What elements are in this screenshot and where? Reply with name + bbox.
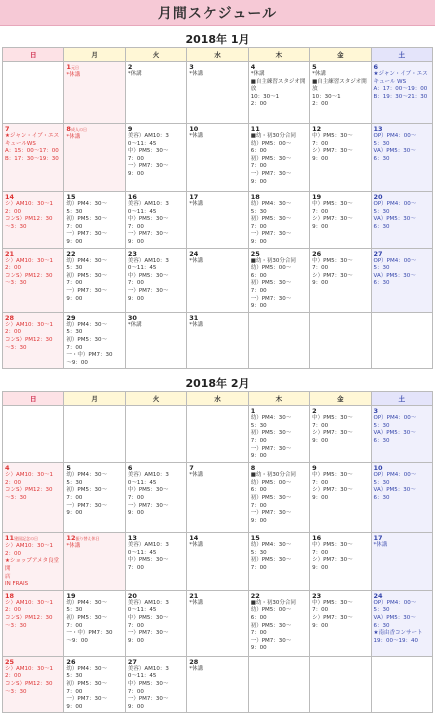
- day-events: OP）PM4：00〜 5：30 VA）PM5：30〜 6：30: [373, 201, 417, 230]
- day-events: *休講: [189, 542, 204, 549]
- day-number: [128, 250, 184, 258]
- day-events: *休講: [127, 321, 142, 328]
- day-events: 美容）AM10：3 0〜11：45 中）PM5：30〜 7：00: [127, 542, 169, 572]
- day-number: [66, 125, 122, 134]
- weekday-fri: 金: [310, 392, 371, 406]
- day-events: 美容）AM10：3 0〜11：45 中）PM5：30〜 7：00 一）PM7：30〜 9：00: [127, 472, 169, 517]
- day-number: [189, 125, 245, 133]
- day-number-text: 12: [312, 125, 322, 133]
- calendar-empty-cell: [248, 312, 309, 369]
- calendar-day-cell: [125, 463, 186, 533]
- day-number: [312, 193, 368, 201]
- calendar-day-cell: [125, 248, 186, 312]
- day-number: [189, 592, 245, 600]
- weekday-tue: 火: [125, 48, 186, 62]
- calendar-day-cell: [125, 62, 186, 124]
- day-events: *休講: [189, 257, 204, 264]
- calendar-day-cell: [248, 248, 309, 312]
- day-events: 美容）AM10：3 0〜11：45 中）PM5：30〜 7：00 一）PM7：30〜 9：00: [127, 599, 169, 644]
- day-number: [128, 658, 184, 666]
- day-number-text: 28: [5, 313, 15, 322]
- weekday-wed: 水: [187, 392, 248, 406]
- calendar-day-cell: [125, 312, 186, 369]
- day-number-text: 10: [373, 464, 383, 473]
- day-number: [66, 63, 122, 72]
- calendar-day-cell: [187, 312, 248, 369]
- page-header: [0, 0, 435, 26]
- calendar-day-cell: [64, 312, 125, 369]
- day-number: [5, 125, 61, 133]
- calendar-week-row: [3, 312, 433, 369]
- calendar-day-cell: [187, 192, 248, 249]
- day-events: ■幼・初30分合同 幼）PM5：00〜 6：00 初）PM5：30〜 7：00 一）PM7：30〜 9：00: [250, 133, 296, 185]
- weekday-sat: 土: [371, 48, 432, 62]
- weekday-header-row: [3, 48, 433, 62]
- day-number-text: 14: [189, 534, 199, 543]
- day-number-text: 15: [66, 193, 76, 201]
- day-number: [5, 658, 61, 666]
- calendar-day-cell: [371, 62, 432, 124]
- month-title-jan: 2018年 1月: [185, 33, 250, 46]
- calendar-day-cell: [248, 406, 309, 463]
- calendar-empty-cell: [3, 406, 64, 463]
- day-number-text: 22: [66, 249, 76, 258]
- calendar-day-cell: [248, 124, 309, 192]
- day-number-text: 25: [5, 657, 15, 666]
- day-number: [189, 314, 245, 322]
- day-events: *休講: [189, 665, 204, 672]
- calendar-day-cell: [187, 656, 248, 713]
- calendar-day-cell: [371, 463, 432, 533]
- day-number: [374, 592, 430, 600]
- weekday-header-row: [3, 392, 433, 406]
- day-number-text: 5: [66, 464, 71, 473]
- day-number-text: 20: [373, 193, 383, 201]
- day-events: 幼）PM4：30〜 5：30 初）PM5：30〜 7：00 一）PM7：30〜 9：00: [66, 665, 107, 710]
- day-number: [128, 63, 184, 71]
- calendar-day-cell: [64, 62, 125, 124]
- calendar-week-row: [3, 463, 433, 533]
- day-events: *休講: [189, 133, 204, 139]
- day-events: *休講: [189, 599, 204, 606]
- day-number-text: 3: [373, 407, 379, 416]
- day-number-text: 7: [5, 125, 10, 133]
- day-number-text: 21: [189, 591, 199, 600]
- day-events: 中）PM5：30〜 7：00 シ）PM7：30〜 9：00: [312, 599, 353, 629]
- calendar-day-cell: [64, 533, 125, 591]
- day-number-text: 15: [250, 534, 260, 543]
- day-events: *休講: [189, 472, 204, 479]
- day-number: [128, 125, 184, 133]
- day-number: [66, 250, 122, 258]
- calendar-week-row: [3, 192, 433, 249]
- day-events: OP）PM4：00〜 5：30 VA）PM5：30〜 6：30: [373, 415, 417, 445]
- calendar-jan: [2, 47, 433, 369]
- day-events: 美容）AM10：3 0〜11：45 中）PM5：30〜 7：00 一）PM7：30〜 9：00: [127, 133, 169, 177]
- day-number: [5, 250, 61, 258]
- day-number: [5, 314, 61, 322]
- weekday-mon: 月: [64, 392, 125, 406]
- day-number-text: 29: [66, 313, 76, 322]
- calendar-day-cell: [3, 124, 64, 192]
- day-number-text: 18: [250, 193, 260, 201]
- day-number: [189, 193, 245, 201]
- day-events: 美容）AM10：3 0〜11：45 中）PM5：30〜 7：00 一）PM7：30〜 9：00: [127, 201, 169, 245]
- day-events: 中）PM5：30〜 7：00 シ）PM7：30〜 9：00: [312, 542, 353, 572]
- day-events: 幼）PM4：30〜 5：30 初）PM5：30〜 7：00 一）PM7：30〜 9：00: [66, 472, 107, 517]
- calendar-day-cell: [187, 590, 248, 656]
- day-number-text: 25: [250, 249, 260, 258]
- day-events: 幼）PM4：30〜 5：30 初）PM5：30〜 7：00: [250, 542, 292, 572]
- day-number: [312, 125, 368, 133]
- calendar-day-cell: [64, 590, 125, 656]
- calendar-feb: [2, 391, 433, 713]
- day-number: [189, 63, 245, 71]
- weekday-sat: 土: [371, 392, 432, 406]
- calendar-day-cell: [64, 656, 125, 713]
- day-number-text: 2: [312, 407, 317, 416]
- day-number-text: 6: [127, 464, 133, 473]
- calendar-week-row: [3, 406, 433, 463]
- day-events: OP）PM4：00〜 5：30 VA）PM5：30〜 6：30 ★南由香コンサート 19：00〜19：40: [373, 599, 423, 644]
- day-number-text: 19: [312, 193, 322, 201]
- day-number: [5, 534, 61, 543]
- holiday-name: 元日: [70, 65, 79, 70]
- day-events: 美容）AM10：3 0〜11：45 中）PM5：30〜 7：00 一）PM7：30〜 9：00: [127, 257, 169, 302]
- day-number-text: 19: [66, 591, 76, 600]
- day-number-text: 26: [66, 657, 76, 666]
- calendar-day-cell: [310, 533, 371, 591]
- day-number-text: 22: [250, 591, 260, 600]
- day-events: 幼）PM4：30〜 5：30 初）PM5：30〜 7：00 一）PM7：30〜 9：00: [250, 415, 292, 460]
- day-events: 幼）PM4：30〜 5：30 初）PM5：30〜 7：00 一・中）PM7：30 〜9：00: [66, 321, 113, 366]
- day-events: 幼）PM4：30〜 5：30 初）PM5：30〜 7：00 一・中）PM7：30 〜9：00: [66, 599, 113, 644]
- day-events: OP）PM4：00〜 5：30 VA）PM5：30〜 6：30: [373, 257, 417, 287]
- day-number: [374, 125, 430, 133]
- day-events: 中）PM5：30〜 7：00 シ）PM7：30〜 9：00: [312, 472, 353, 502]
- day-events: OP）PM4：00〜 5：30 VA）PM5：30〜 6：30: [373, 133, 417, 162]
- day-number: [128, 592, 184, 600]
- calendar-day-cell: [64, 248, 125, 312]
- day-number-text: 26: [312, 249, 322, 258]
- day-number-text: 5: [312, 63, 317, 71]
- weekday-mon: 月: [64, 48, 125, 62]
- day-events: OP）PM4：00〜 5：30 VA）PM5：30〜 6：30: [373, 472, 417, 502]
- weekday-sun: 日: [3, 48, 64, 62]
- day-number: [312, 63, 368, 71]
- day-number-text: 16: [312, 534, 322, 543]
- calendar-day-cell: [187, 463, 248, 533]
- weekday-wed: 水: [187, 48, 248, 62]
- day-number: [312, 250, 368, 258]
- calendar-empty-cell: [371, 312, 432, 369]
- calendar-empty-cell: [371, 656, 432, 713]
- day-events: *休講: [66, 543, 81, 550]
- calendar-day-cell: [187, 124, 248, 192]
- day-events: シ）AM10：30〜1 2：00 コンS）PM12：30 〜3：30: [5, 321, 54, 351]
- calendar-day-cell: [64, 192, 125, 249]
- day-events: シ）AM10：30〜1 2：00 コンS）PM12：30 〜3：30: [5, 472, 54, 502]
- calendar-day-cell: [310, 463, 371, 533]
- calendar-empty-cell: [248, 656, 309, 713]
- calendar-day-cell: [310, 248, 371, 312]
- day-number: [251, 592, 307, 600]
- day-number: [374, 250, 430, 258]
- day-events: *休講: [66, 72, 81, 78]
- day-number: [251, 63, 307, 71]
- day-number: [251, 250, 307, 258]
- weekday-tue: 火: [125, 392, 186, 406]
- calendar-day-cell: [248, 590, 309, 656]
- day-number-text: 6: [373, 63, 379, 71]
- calendar-day-cell: [371, 533, 432, 591]
- day-events: ■幼・初30分合同 幼）PM5：00〜 6：00 初）PM5：30〜 7：00 一）PM7：30〜 9：00: [250, 599, 296, 652]
- holiday-name: 成人の日: [70, 127, 87, 132]
- day-events: 幼）PM4：30〜 5：30 初）PM5：30〜 7：00 一）PM7：30〜 9：00: [250, 201, 292, 245]
- calendar-week-row: [3, 124, 433, 192]
- day-events: ★ジャン・イブ・エスキュール WS A：17：00〜19：00 B：19：30〜21：30: [373, 71, 428, 100]
- day-number: [5, 592, 61, 600]
- calendar-day-cell: [248, 533, 309, 591]
- calendar-day-cell: [187, 248, 248, 312]
- day-number-text: 13: [127, 534, 137, 543]
- calendar-empty-cell: [310, 656, 371, 713]
- day-number-text: 9: [127, 125, 133, 133]
- calendar-day-cell: [371, 192, 432, 249]
- calendar-day-cell: [310, 192, 371, 249]
- holiday-name: 建国記念の日: [14, 536, 39, 542]
- day-number-text: 9: [312, 464, 317, 473]
- calendar-day-cell: [187, 62, 248, 124]
- calendar-day-cell: [248, 463, 309, 533]
- day-events: *休講 ■自主練習スタジオ開放 10：30〜1 2：00: [312, 71, 367, 108]
- weekday-thu: 木: [248, 48, 309, 62]
- weekday-sun: 日: [3, 392, 64, 406]
- day-number: [5, 193, 61, 201]
- calendar-day-cell: [3, 533, 64, 591]
- calendar-day-cell: [371, 124, 432, 192]
- calendar-day-cell: [125, 656, 186, 713]
- day-events: ■幼・初30分合同 幼）PM5：00〜 6：00 初）PM5：30〜 7：00 一）PM7：30〜 9：00: [250, 472, 296, 524]
- calendar-empty-cell: [3, 62, 64, 124]
- calendar-day-cell: [371, 406, 432, 463]
- day-events: *休講: [127, 71, 142, 77]
- day-number-text: 12: [66, 534, 76, 543]
- calendar-day-cell: [371, 248, 432, 312]
- page-title: 月間スケジュール: [157, 5, 278, 22]
- day-events: ★ジャン・イブ・エスキュールWS A：15：00〜17：00 B：17：30〜19：30: [5, 133, 60, 162]
- calendar-day-cell: [3, 590, 64, 656]
- day-events: *休講 ■自主練習スタジオ開放 10：30〜1 2：00: [250, 71, 306, 108]
- day-number-text: 21: [5, 249, 15, 258]
- day-events: *休講: [189, 71, 204, 77]
- day-number-text: 11: [250, 125, 260, 133]
- day-number-text: 27: [373, 249, 383, 258]
- day-number-text: 17: [189, 193, 199, 201]
- weekday-thu: 木: [248, 392, 309, 406]
- calendar-day-cell: [3, 248, 64, 312]
- day-events: *休講: [189, 321, 204, 328]
- day-number: [66, 658, 122, 666]
- day-number-text: 4: [5, 464, 10, 473]
- day-number-text: 11: [5, 534, 15, 543]
- holiday-name: 振り替え休日: [75, 536, 100, 542]
- calendar-day-cell: [64, 124, 125, 192]
- calendar-day-cell: [3, 312, 64, 369]
- day-number-text: 16: [127, 193, 137, 201]
- calendar-day-cell: [64, 463, 125, 533]
- day-number-text: 23: [127, 249, 137, 258]
- day-number-text: 20: [127, 591, 137, 600]
- calendar-empty-cell: [125, 406, 186, 463]
- calendar-empty-cell: [64, 406, 125, 463]
- day-number: [128, 193, 184, 201]
- calendar-day-cell: [310, 406, 371, 463]
- day-number-text: 18: [5, 591, 15, 600]
- calendar-week-row: [3, 656, 433, 713]
- calendar-week-row: [3, 248, 433, 312]
- day-number-text: 8: [66, 125, 71, 133]
- calendar-day-cell: [248, 62, 309, 124]
- calendar-week-row: [3, 590, 433, 656]
- day-number: [251, 193, 307, 201]
- calendar-day-cell: [125, 590, 186, 656]
- day-number-text: 31: [189, 313, 199, 322]
- day-number-text: 10: [189, 125, 199, 133]
- calendar-day-cell: [125, 533, 186, 591]
- day-number: [251, 125, 307, 133]
- calendar-day-cell: [3, 656, 64, 713]
- day-number: [66, 193, 122, 201]
- day-number: [128, 314, 184, 322]
- day-number: [189, 250, 245, 258]
- day-events: 中）PM5：30〜 7：00 シ）PM7：30〜 9：00: [312, 201, 353, 230]
- day-events: *休講: [373, 542, 388, 549]
- day-number: [374, 193, 430, 201]
- day-events: 幼）PM4：30〜 5：30 初）PM5：30〜 7：00 一）PM7：30〜 9：00: [66, 201, 107, 245]
- calendar-day-cell: [125, 124, 186, 192]
- day-number: [66, 534, 122, 543]
- day-events: 中）PM5：30〜 7：00 シ）PM7：30〜 9：00: [312, 133, 353, 162]
- day-events: シ）AM10：30〜1 2：00 コンS）PM12：30 〜3：30: [5, 665, 54, 695]
- day-events: 幼）PM4：30〜 5：30 初）PM5：30〜 7：00 一）PM7：30〜 9：00: [66, 257, 107, 302]
- calendar-day-cell: [3, 192, 64, 249]
- day-number-text: 1: [66, 63, 71, 71]
- calendar-week-row: [3, 62, 433, 124]
- day-number-text: 7: [189, 464, 194, 473]
- day-events: 中）PM5：30〜 7：00 シ）PM7：30〜 9：00: [312, 415, 353, 445]
- day-events: 美容）AM10：3 0〜11：45 中）PM5：30〜 7：00 一）PM7：30〜 9：00: [127, 665, 169, 710]
- day-number-text: 24: [189, 249, 199, 258]
- day-number-text: 24: [373, 591, 383, 600]
- calendar-day-cell: [371, 590, 432, 656]
- day-events: *休講: [189, 201, 204, 207]
- day-number: [66, 314, 122, 322]
- day-number-text: 13: [373, 125, 383, 133]
- calendar-day-cell: [310, 124, 371, 192]
- month-title-feb: 2018年 2月: [185, 377, 250, 391]
- weekday-fri: 金: [310, 48, 371, 62]
- day-number-text: 14: [5, 193, 15, 201]
- day-number-text: 28: [189, 657, 199, 666]
- calendar-empty-cell: [187, 406, 248, 463]
- calendar-day-cell: [310, 590, 371, 656]
- calendar-day-cell: [187, 533, 248, 591]
- calendar-week-row: [3, 533, 433, 591]
- calendar-day-cell: [248, 192, 309, 249]
- day-number: [66, 592, 122, 600]
- day-events: *休講: [66, 134, 81, 140]
- day-number: [312, 592, 368, 600]
- calendar-day-cell: [310, 62, 371, 124]
- day-number-text: 3: [189, 63, 194, 71]
- day-number: [189, 658, 245, 666]
- day-number-text: 23: [312, 591, 322, 600]
- day-events: 中）PM5：30〜 7：00 シ）PM7：30〜 9：00: [312, 257, 353, 287]
- day-number-text: 30: [127, 313, 137, 322]
- day-number-text: 4: [250, 63, 256, 71]
- day-number-text: 27: [127, 657, 137, 666]
- day-number-text: 17: [373, 534, 383, 543]
- day-events: シ）AM10：30〜1 2：00 コンS）PM12：30 〜3：30: [5, 599, 54, 629]
- day-number-text: 2: [127, 63, 133, 71]
- day-events: ■幼・初30分合同 幼）PM5：00〜 6：00 初）PM5：30〜 7：00 一）PM7：30〜 9：00: [250, 257, 296, 310]
- day-number: [374, 63, 430, 71]
- calendar-day-cell: [3, 463, 64, 533]
- calendar-day-cell: [125, 192, 186, 249]
- calendar-empty-cell: [310, 312, 371, 369]
- day-number-text: 8: [250, 464, 256, 473]
- day-events: シ）AM10：30〜1 2：00 コンS）PM12：30 〜3：30: [5, 201, 54, 230]
- day-events: シ）AM10：30〜1 2：00 コンS）PM12：30 〜3：30: [5, 257, 54, 287]
- day-events: シ）AM10：30〜1 2：00 ★ショップアメタ良堂開 店 IN FRAIS: [5, 543, 59, 588]
- day-number-text: 1: [250, 407, 256, 416]
